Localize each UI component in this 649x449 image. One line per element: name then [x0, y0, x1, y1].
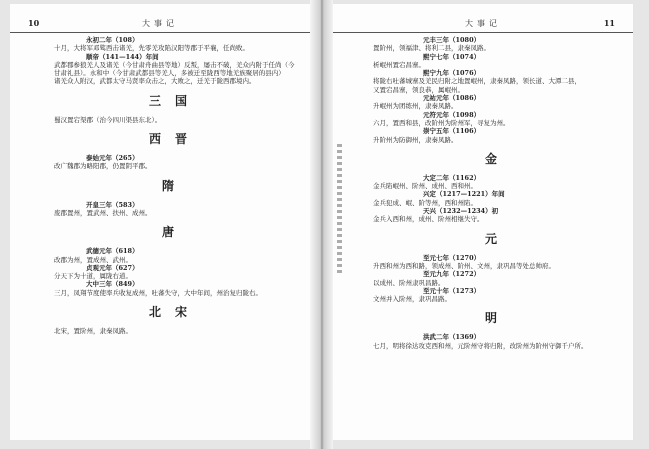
- year-entry-heading: 兴定（1217—1221）年间: [423, 190, 505, 199]
- event-text: 甘肃礼县）。永和中（今甘肃武都县等羌人，多被迁至陇西等地羌族聚居的县内）: [54, 69, 285, 78]
- left-page: [10, 4, 310, 440]
- year-entry-heading: 元符元年（1098）: [423, 110, 481, 119]
- dynasty-heading: 三国: [148, 93, 201, 108]
- dynasty-heading: 北宋: [148, 305, 201, 320]
- right-page-header: [333, 16, 633, 33]
- year-entry-heading: 元祐元年（1086）: [423, 94, 481, 103]
- event-text: 金兵入西和州，成州、阶州相继失守。: [373, 215, 484, 224]
- year-entry-heading: 武德元年（618）: [86, 247, 139, 256]
- event-text: 将陇右吐蕃城寨及羌民归附之地置岷州，隶秦凤路，领长道、大潭二县，: [373, 77, 581, 86]
- event-text: 十月，大将军邓骘西击诸羌，先零羌攻陷汉阳等郡于平襄，任尚败。: [54, 44, 249, 53]
- dynasty-heading: 元: [484, 231, 511, 246]
- year-entry-heading: 元丰三年（1080）: [423, 36, 481, 44]
- year-entry-heading: 天兴（1232—1234）初: [423, 207, 499, 216]
- event-text: 改广魏郡为略阳郡，仍置阴平郡。: [54, 162, 152, 171]
- event-text: 又置宕昌寨，领良恭，属岷州。: [373, 85, 464, 94]
- year-entry-heading: 顺帝（141—144）年间: [86, 52, 159, 61]
- dynasty-heading: 唐: [161, 225, 188, 240]
- year-entry-heading: 至元九年（1272）: [423, 270, 481, 279]
- event-text: 金兵陷岷州、阶州、成州、西和州。: [373, 182, 477, 191]
- year-entry-heading: 永初二年（108）: [86, 36, 139, 44]
- event-text: 武都郡参狼羌人及诸羌（今甘肃舟曲县等地）反叛，屡击不破，羌众内附于任尚（今: [54, 60, 295, 69]
- event-text: 以成州、阶州隶巩昌路。: [373, 278, 445, 287]
- event-text: 六月，置西和县，改阶州为阶州军，寻复为州。: [373, 118, 510, 127]
- left-page-body: [10, 36, 310, 335]
- event-text: 蜀汉置宕渠郡（治今四川渠县东北）。: [54, 115, 162, 124]
- event-text: 分天下为十道，属陇右道。: [54, 272, 132, 281]
- year-entry-heading: 崇宁五年（1106）: [423, 127, 481, 136]
- event-text: 析岷州置宕昌寨。: [373, 60, 425, 69]
- left-page-header: [10, 16, 310, 33]
- event-text: 文州并入阶州，隶巩昌路。: [373, 295, 451, 304]
- left-page-number: 10: [28, 18, 40, 28]
- right-page-body: [333, 36, 633, 350]
- right-page: [333, 4, 633, 440]
- year-entry-heading: 至元十年（1273）: [423, 286, 481, 295]
- event-text: 北宋，置阶州，隶秦凤路。: [54, 327, 132, 336]
- event-text: 升岷州为团练州，隶秦凤路。: [373, 102, 458, 111]
- right-page-number: 11: [603, 18, 615, 28]
- dynasty-heading: 隋: [161, 178, 188, 193]
- left-running-title: 大事记: [142, 19, 178, 28]
- event-text: 升西和州为西和路，领成州、阶州、文州，隶巩昌等处总帅府。: [373, 261, 555, 270]
- right-running-title: 大事记: [465, 19, 501, 28]
- event-text: 改郡为州，置成州、武州。: [54, 255, 132, 264]
- event-text: 置阶州，领福津、将利二县，隶秦凤路。: [373, 44, 490, 53]
- year-entry-heading: 大中三年（849）: [86, 280, 139, 289]
- book-spine: [310, 0, 333, 449]
- year-entry-heading: 贞观元年（627）: [86, 263, 139, 272]
- event-text: 诸羌众人附汉，武都太守马贤率众击之，大败之，迁羌于陇西郡境内。: [54, 77, 256, 86]
- event-text: 金兵犯成、岷、阶等州，西和州陷。: [373, 198, 477, 207]
- dynasty-heading: 明: [484, 311, 511, 326]
- year-entry-heading: 至元七年（1270）: [423, 253, 481, 262]
- event-text: 升阶州为防御州，隶秦凤路。: [373, 135, 458, 144]
- year-entry-heading: 开皇三年（583）: [86, 200, 139, 209]
- event-text: 三月，凤翔节度使率兵收复成州，吐蕃失守，大中年间，州治复归陇右。: [54, 288, 262, 297]
- year-entry-heading: 熙宁七年（1074）: [423, 52, 481, 61]
- dynasty-heading: 金: [484, 151, 511, 166]
- year-entry-heading: 熙宁九年（1076）: [423, 69, 481, 78]
- event-text: 七月，明将徐达攻克西和州，元阶州守将归附，改阶州为阶州守御千户所。: [373, 341, 588, 350]
- year-entry-heading: 泰始元年（265）: [86, 154, 139, 163]
- event-text: 废郡置州，置武州、扶州、成州。: [54, 208, 152, 217]
- year-entry-heading: 大定二年（1162）: [423, 173, 481, 182]
- dynasty-heading: 西晋: [148, 132, 201, 147]
- year-entry-heading: 洪武二年（1369）: [423, 333, 481, 342]
